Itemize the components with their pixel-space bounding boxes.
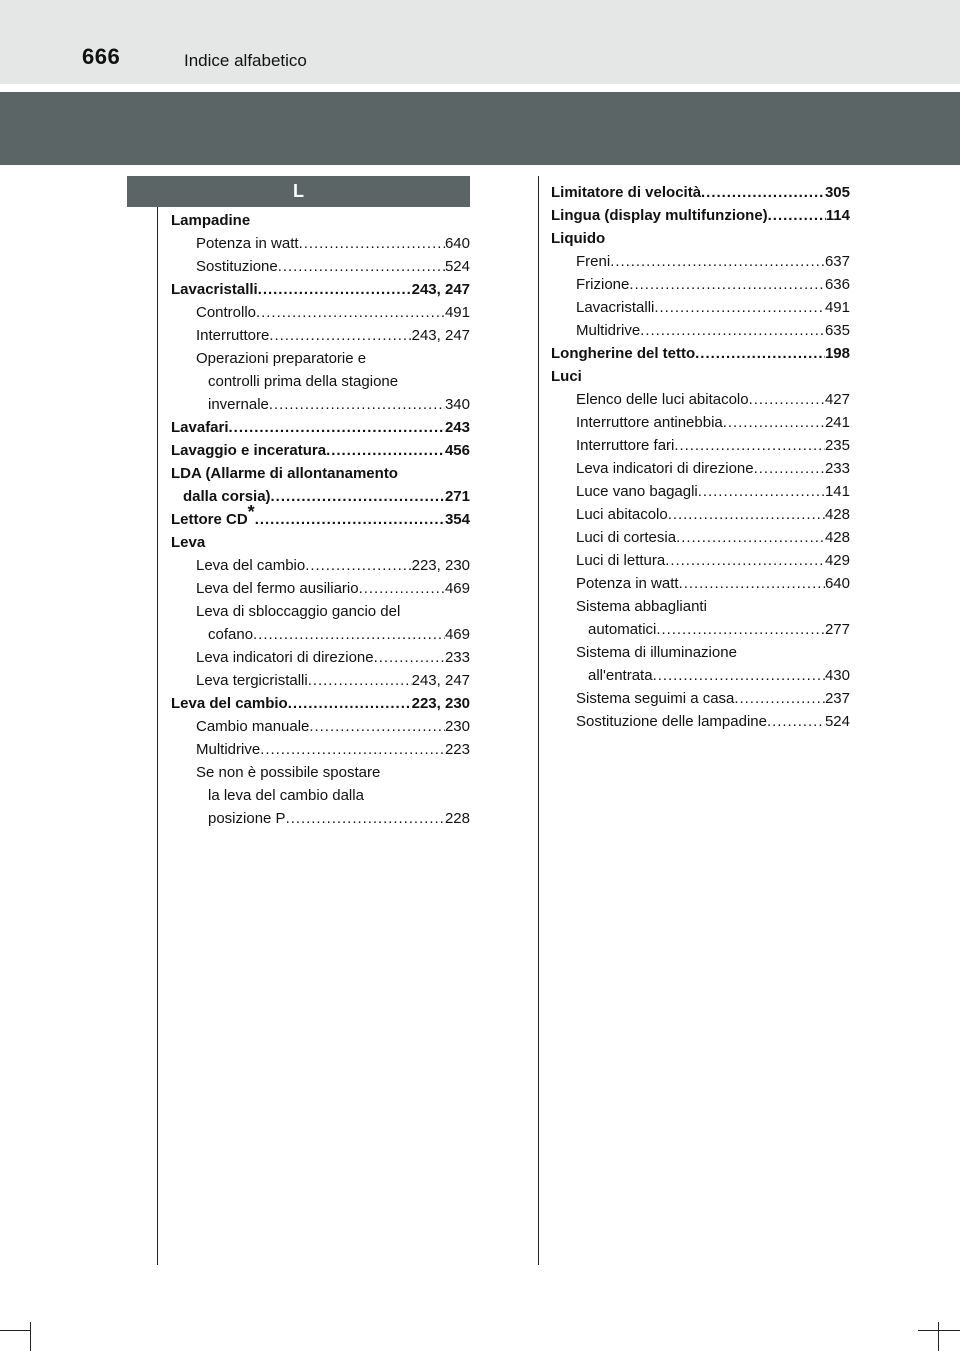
index-entry	[171, 715, 470, 738]
leader-dots	[255, 508, 445, 531]
index-entry	[551, 434, 850, 457]
index-entry-page: 243, 247	[411, 327, 470, 344]
index-entry-text: Sistema abbaglianti	[576, 598, 707, 615]
index-entry	[551, 480, 850, 503]
header-dark-band	[0, 92, 960, 165]
index-entry-text: Interruttore fari	[576, 437, 675, 454]
index-entry-text: LDA (Allarme di allontanamento	[171, 465, 398, 482]
index-entry-text: Liquido	[551, 230, 606, 247]
index-entry-text: Operazioni preparatorie e	[196, 350, 367, 367]
index-entry	[171, 232, 470, 255]
index-entry	[551, 526, 850, 549]
index-entry	[171, 531, 470, 554]
index-entry	[171, 784, 470, 807]
index-entry-text: Luce vano bagagli	[576, 483, 698, 500]
index-entry-page: 428	[824, 529, 850, 546]
index-entry-page: 430	[824, 667, 850, 684]
leader-dots	[309, 715, 445, 738]
index-entry-page: 636	[824, 276, 850, 293]
index-entry	[551, 342, 850, 365]
index-entry-text: Lavacristalli	[576, 299, 655, 316]
index-entry-page: 428	[824, 506, 850, 523]
index-entry-page: 243, 247	[411, 672, 470, 689]
index-entry-text: Limitatore di velocità	[551, 184, 702, 201]
index-entry-text: dalla corsia)	[183, 488, 271, 505]
leader-dots	[269, 324, 411, 347]
index-entry	[551, 664, 850, 687]
header-band	[0, 0, 960, 84]
index-entry-page: 271	[444, 488, 470, 505]
index-entry	[551, 595, 850, 618]
index-entry-page: 233	[824, 460, 850, 477]
index-entry	[171, 301, 470, 324]
index-entry-text: automatici	[588, 621, 657, 638]
index-entry-page: 223, 230	[411, 557, 470, 574]
index-entry	[551, 319, 850, 342]
index-entry	[551, 687, 850, 710]
index-entry-page: 469	[444, 580, 470, 597]
leader-dots	[359, 577, 445, 600]
index-entry-page: 243, 247	[411, 281, 470, 298]
index-entry	[551, 572, 850, 595]
index-entry	[551, 296, 850, 319]
index-entry-text: Leva tergicristalli	[196, 672, 308, 689]
index-entry-page: 524	[444, 258, 470, 275]
index-entry-text: Luci abitacolo	[576, 506, 668, 523]
index-entry-text: Cambio manuale	[196, 718, 310, 735]
index-entry-page: 469	[444, 626, 470, 643]
index-entry-text: Luci di cortesia	[576, 529, 677, 546]
leader-dots	[253, 623, 445, 646]
leader-dots	[271, 485, 445, 508]
index-entry-text: Interruttore antinebbia	[576, 414, 723, 431]
index-entry	[171, 623, 470, 646]
column-divider-left	[157, 207, 158, 1265]
index-entry-text: Longherine del tetto	[551, 345, 696, 362]
index-entry-text: cofano	[208, 626, 254, 643]
index-entry-page: 228	[444, 810, 470, 827]
index-entry	[171, 600, 470, 623]
leader-dots	[653, 664, 825, 687]
index-entry-text: Multidrive	[576, 322, 641, 339]
index-entry-text: Lavaggio e inceratura	[171, 442, 327, 459]
index-entry-text: Potenza in watt	[196, 235, 299, 252]
index-entry	[171, 255, 470, 278]
index-entry	[551, 181, 850, 204]
index-entry	[171, 692, 470, 715]
index-entry	[551, 250, 850, 273]
leader-dots	[698, 480, 825, 503]
leader-dots	[665, 549, 825, 572]
index-entry-page: 491	[444, 304, 470, 321]
index-entry-text: Freni	[576, 253, 611, 270]
leader-dots	[754, 457, 825, 480]
index-entry	[171, 393, 470, 416]
index-entry-page: 305	[824, 184, 850, 201]
leader-dots	[679, 572, 825, 595]
index-entry-text: Sistema seguimi a casa	[576, 690, 735, 707]
leader-dots	[767, 710, 825, 733]
index-entry-page: 456	[444, 442, 470, 459]
index-entry	[171, 209, 470, 232]
index-entry	[171, 761, 470, 784]
crop-mark	[30, 1322, 31, 1351]
index-entry-page: 223, 230	[411, 695, 470, 712]
index-entry-page: 141	[824, 483, 850, 500]
index-entry-text: la leva del cambio dalla	[208, 787, 364, 804]
index-entry-text: all'entrata	[588, 667, 653, 684]
index-entry-text: Elenco delle luci abitacolo	[576, 391, 749, 408]
index-entry-page: 223	[444, 741, 470, 758]
index-entry-page: 241	[824, 414, 850, 431]
leader-dots	[654, 296, 825, 319]
index-entry-page: 237	[824, 690, 850, 707]
crop-mark	[0, 1330, 30, 1331]
index-entry	[551, 618, 850, 641]
index-entry-text: Leva del fermo ausiliario	[196, 580, 359, 597]
leader-dots	[278, 255, 445, 278]
index-entry	[171, 324, 470, 347]
index-entry-text: Lettore CD*	[171, 502, 255, 528]
index-entry-page: 354	[444, 511, 470, 528]
index-entry-text: Se non è possibile spostare	[196, 764, 381, 781]
leader-dots	[674, 434, 825, 457]
leader-dots	[288, 692, 412, 715]
leader-dots	[260, 738, 445, 761]
index-entry	[171, 278, 470, 301]
leader-dots	[374, 646, 445, 669]
index-entry-text: Leva indicatori di direzione	[576, 460, 754, 477]
index-entry-page: 637	[824, 253, 850, 270]
index-entry-text: Frizione	[576, 276, 630, 293]
index-entry	[171, 502, 470, 531]
index-entry-page: 198	[824, 345, 850, 362]
index-entry-text: Lavacristalli	[171, 281, 258, 298]
index-entry	[171, 347, 470, 370]
index-entry-page: 491	[824, 299, 850, 316]
index-entry	[171, 738, 470, 761]
index-entry-text: Leva	[171, 534, 206, 551]
index-entry	[171, 554, 470, 577]
index-entry-text: Lavafari	[171, 419, 229, 436]
index-entry-page: 635	[824, 322, 850, 339]
index-entry	[171, 416, 470, 439]
index-entry-page: 640	[444, 235, 470, 252]
index-entry-page: 233	[444, 649, 470, 666]
index-entry-page: 640	[824, 575, 850, 592]
leader-dots	[656, 618, 825, 641]
index-entry	[171, 439, 470, 462]
index-entry	[171, 646, 470, 669]
index-entry-text: Leva di sbloccaggio gancio del	[196, 603, 401, 620]
leader-dots	[695, 342, 825, 365]
leader-dots	[286, 807, 445, 830]
leader-dots	[256, 301, 445, 324]
index-entry-page: 277	[824, 621, 850, 638]
index-entry-text: Leva del cambio	[171, 695, 288, 712]
leader-dots	[308, 669, 412, 692]
index-entry-text: Lingua (display multifunzione)	[551, 207, 768, 224]
leader-dots	[749, 388, 825, 411]
leader-dots	[768, 204, 826, 227]
index-entry-text: Sostituzione delle lampadine	[576, 713, 767, 730]
page-number: 666	[82, 44, 121, 69]
index-entry-text: invernale	[208, 396, 269, 413]
index-entry-page: 429	[824, 552, 850, 569]
index-entry	[551, 457, 850, 480]
index-entry-text: Luci di lettura	[576, 552, 666, 569]
index-entry	[551, 549, 850, 572]
index-column-right	[551, 181, 850, 733]
index-entry	[551, 710, 850, 733]
index-entry-text: Lampadine	[171, 212, 251, 229]
index-entry	[171, 462, 470, 485]
index-entry	[551, 273, 850, 296]
leader-dots	[734, 687, 825, 710]
index-entry-page: 235	[824, 437, 850, 454]
index-entry-text: Leva del cambio	[196, 557, 306, 574]
index-entry	[171, 807, 470, 830]
index-entry	[551, 411, 850, 434]
leader-dots	[668, 503, 825, 526]
index-entry-page: 427	[824, 391, 850, 408]
leader-dots	[305, 554, 411, 577]
index-entry-page: 524	[824, 713, 850, 730]
index-entry	[551, 365, 850, 388]
index-entry-page: 114	[825, 207, 850, 224]
index-entry-text: Leva indicatori di direzione	[196, 649, 374, 666]
leader-dots	[258, 278, 412, 301]
leader-dots	[299, 232, 445, 255]
column-divider-middle	[538, 176, 539, 1265]
index-entry	[551, 227, 850, 250]
index-entry-text: Controllo	[196, 304, 257, 321]
index-entry	[171, 577, 470, 600]
index-entry	[171, 485, 470, 508]
leader-dots	[629, 273, 825, 296]
index-entry-text: controlli prima della stagione	[208, 373, 399, 390]
leader-dots	[640, 319, 825, 342]
index-entry	[171, 669, 470, 692]
index-entry-text: posizione P	[208, 810, 286, 827]
index-entry-page: 340	[444, 396, 470, 413]
letter-tab: L	[127, 176, 470, 207]
index-entry-text: Sistema di illuminazione	[576, 644, 737, 661]
leader-dots	[326, 439, 445, 462]
index-entry	[551, 388, 850, 411]
leader-dots	[610, 250, 825, 273]
leader-dots	[229, 416, 445, 439]
index-entry-text: Sostituzione	[196, 258, 278, 275]
leader-dots	[269, 393, 445, 416]
index-entry-page: 243	[444, 419, 470, 436]
section-title: Indice alfabetico	[184, 51, 307, 70]
index-entry	[551, 503, 850, 526]
index-entry-page: 230	[444, 718, 470, 735]
index-column-left	[171, 209, 470, 830]
index-entry-text: Potenza in watt	[576, 575, 679, 592]
index-entry	[551, 641, 850, 664]
index-entry-text: Interruttore	[196, 327, 270, 344]
index-entry	[171, 370, 470, 393]
leader-dots	[676, 526, 825, 549]
index-entry	[551, 204, 850, 227]
leader-dots	[701, 181, 825, 204]
index-entry-text: Luci	[551, 368, 582, 385]
index-entry-text: Multidrive	[196, 741, 261, 758]
leader-dots	[723, 411, 825, 434]
